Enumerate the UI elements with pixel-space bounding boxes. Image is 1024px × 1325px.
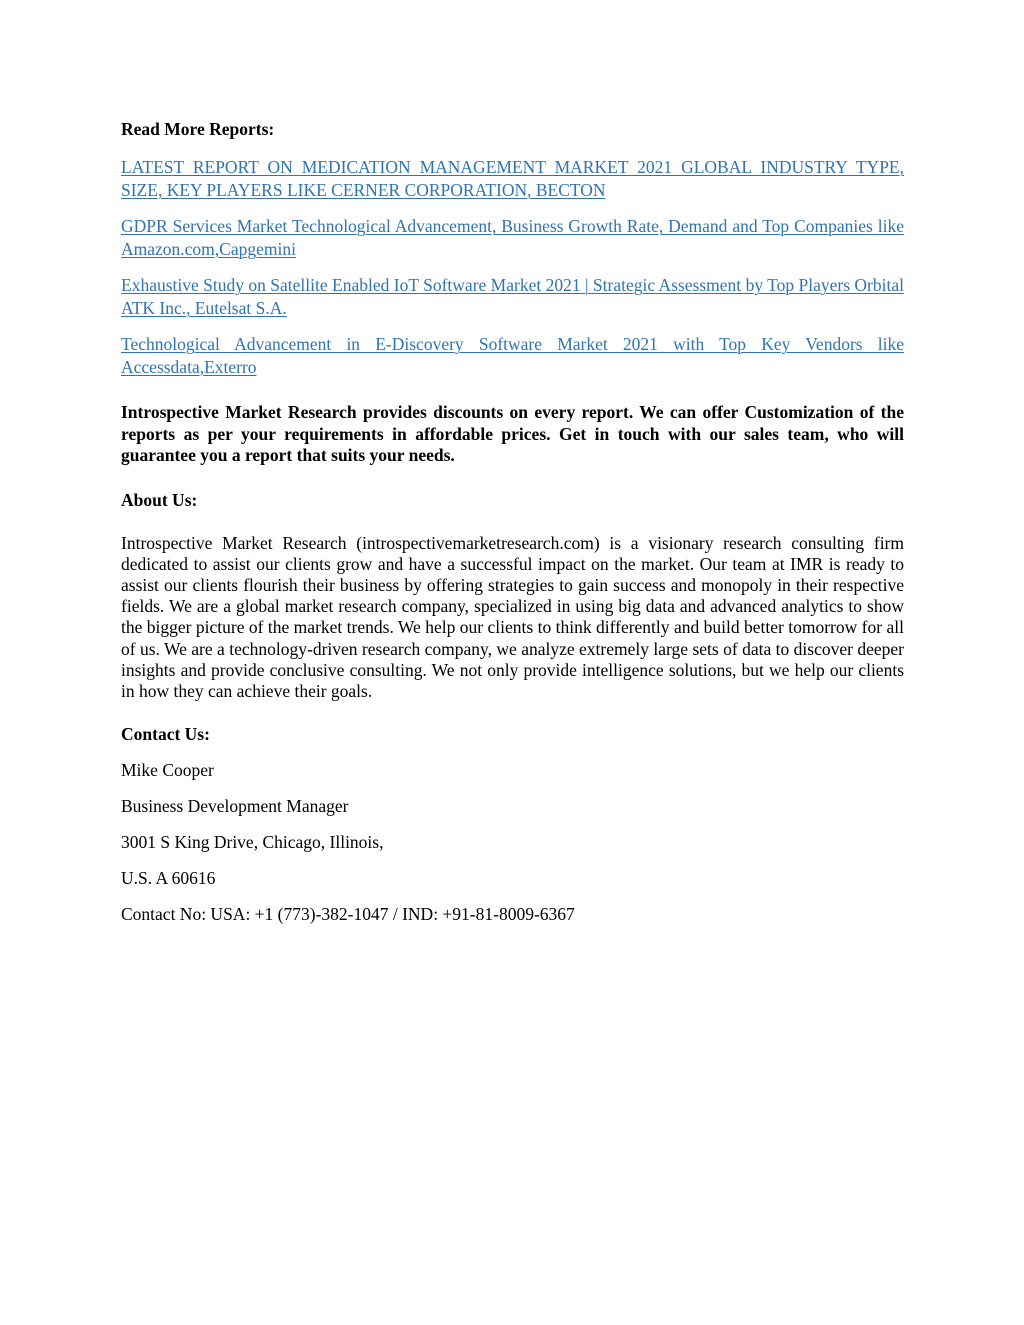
discount-notice: Introspective Market Research provides discounts on every report. We can offer Customization of the reports as per your requirements in affordable prices. Get in touch with our sales team, who will guarantee you a report that suits your needs. — [121, 402, 904, 465]
list-item — [121, 333, 904, 378]
list-item — [121, 215, 904, 260]
contact-phone: Contact No: USA: +1 (773)-382-1047 / IND: +91-81-8009-6367 — [121, 904, 575, 925]
list-item — [121, 274, 904, 319]
report-links-list — [121, 156, 904, 378]
document-page — [121, 118, 904, 925]
report-link-e-discovery[interactable]: Technological Advancement in E-Discovery Software Market 2021 with Top Key Vendors like Accessdata,Exterro — [121, 334, 904, 377]
contact-address-line2: U.S. A 60616 — [121, 868, 216, 889]
contact-name: Mike Cooper — [121, 760, 214, 781]
contact-title: Business Development Manager — [121, 796, 349, 817]
contact-address-line1: 3001 S King Drive, Chicago, Illinois, — [121, 832, 384, 853]
report-link-satellite-iot[interactable]: Exhaustive Study on Satellite Enabled IoT Software Market 2021 | Strategic Assessment by Top Players Orbital ATK Inc., Eutelsat S.A. — [121, 275, 904, 318]
report-link-medication-management[interactable]: LATEST REPORT ON MEDICATION MANAGEMENT MARKET 2021 GLOBAL INDUSTRY TYPE, SIZE, KEY PLAYERS LIKE CERNER CORPORATION, BECTON — [121, 157, 904, 200]
list-item — [121, 156, 904, 201]
about-us-heading: About Us: — [121, 489, 198, 510]
contact-us-heading: Contact Us: — [121, 724, 210, 745]
about-us-body: Introspective Market Research (introspectivemarketresearch.com) is a visionary research consulting firm dedicated to assist our clients grow and have a successful impact on the market. Our team at IMR is ready to assist our clients flourish their business by offering strategies to gain success and monopoly in their respective fields. We are a global market research company, specialized in using big data and advanced analytics to show the bigger picture of the market trends. We help our clients to think differently and build better tomorrow for all of us. We are a technology-driven research company, we analyze extremely large sets of data to discover deeper insights and provide conclusive consulting. We not only provide intelligence solutions, but we help our clients in how they can achieve their goals. — [121, 532, 904, 701]
read-more-heading: Read More Reports: — [121, 119, 275, 139]
report-link-gdpr-services[interactable]: GDPR Services Market Technological Advancement, Business Growth Rate, Demand and Top Companies like Amazon.com,Capgemini — [121, 216, 904, 259]
